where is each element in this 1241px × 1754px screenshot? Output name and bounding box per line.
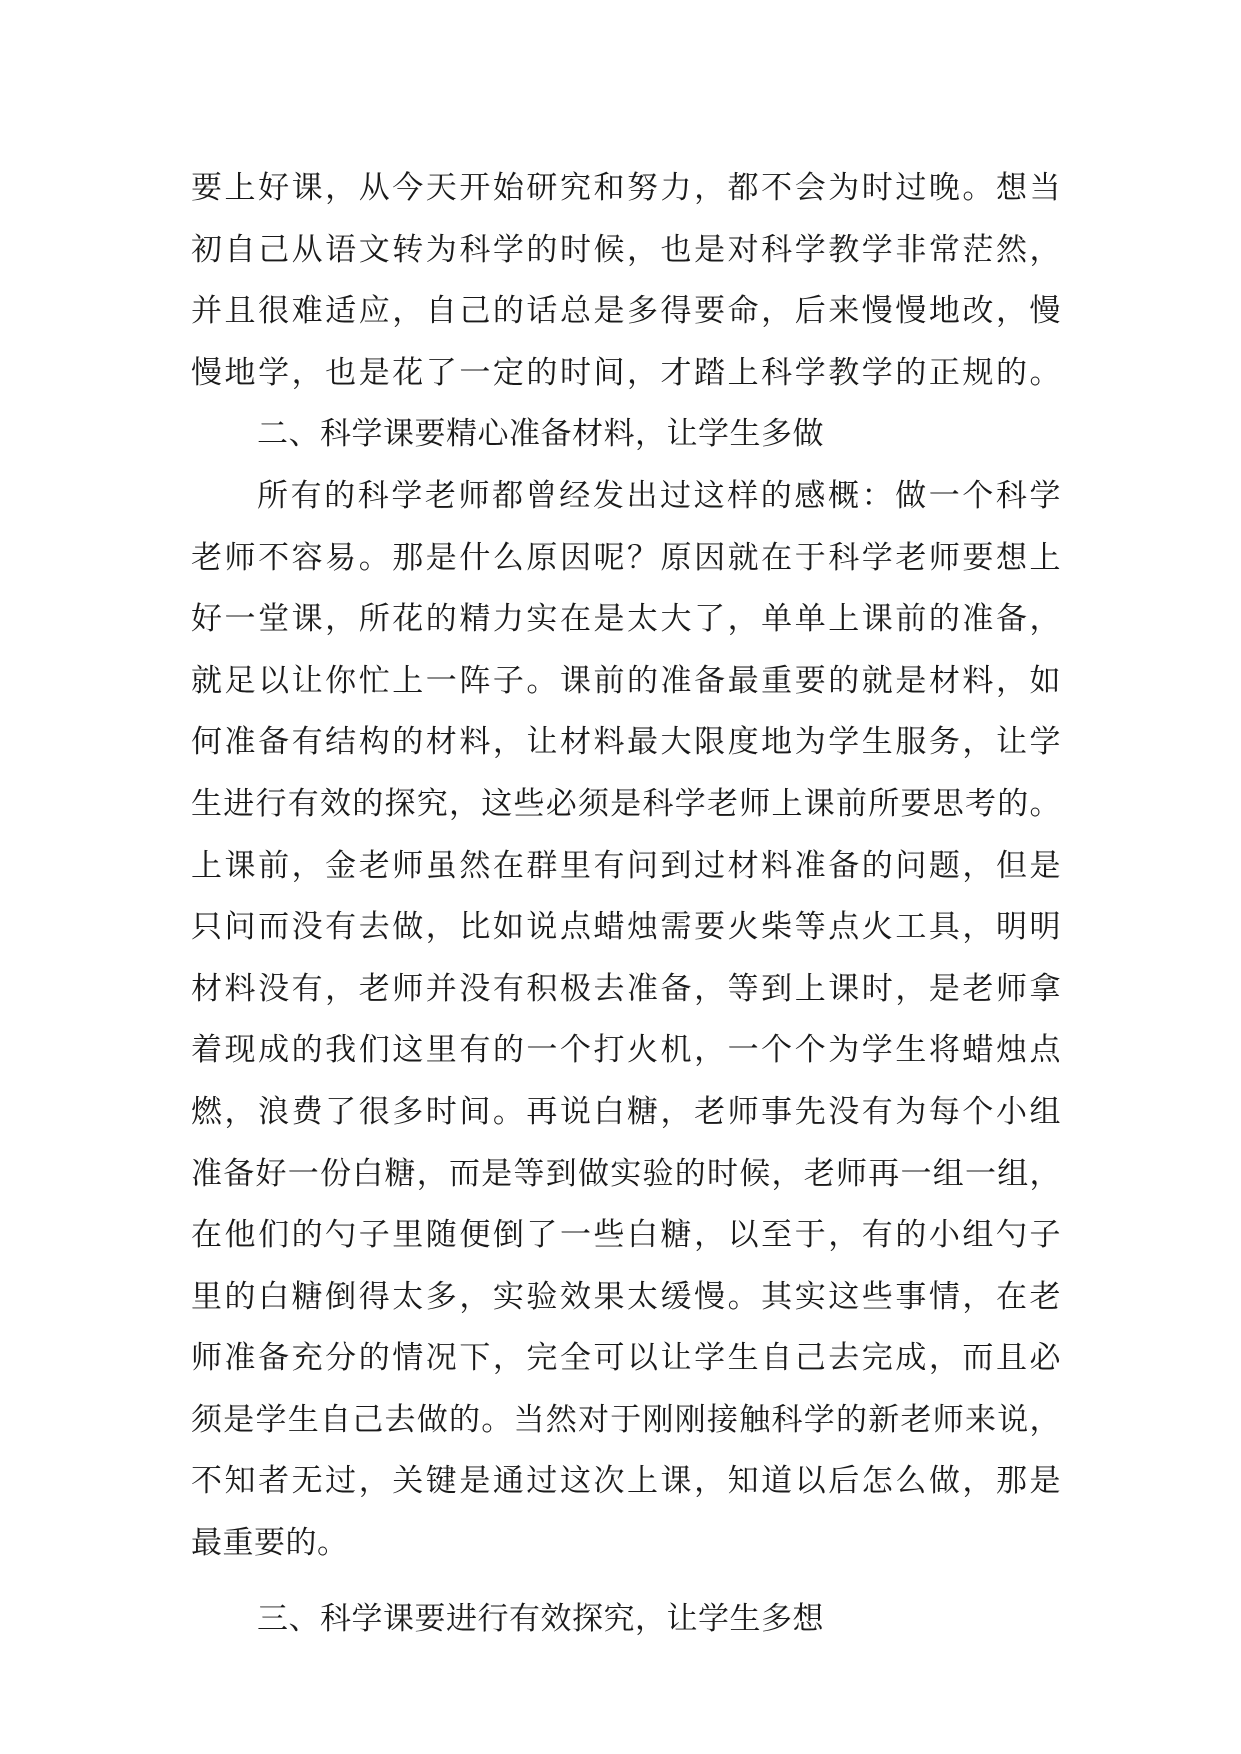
text-line: 上课前，金老师虽然在群里有问到过材料准备的问题，但是: [191, 847, 1061, 884]
text-line: 燃，浪费了很多时间。再说白糖，老师事先没有为每个小组: [191, 1093, 1061, 1130]
document-body: [191, 158, 1061, 1650]
text-line: 初自己从语文转为科学的时候，也是对科学教学非常茫然，: [191, 231, 1061, 268]
text-line: 在他们的勺子里随便倒了一些白糖，以至于，有的小组勺子: [191, 1217, 1061, 1254]
text-line: 并且很难适应，自己的话总是多得要命，后来慢慢地改，慢: [191, 293, 1061, 330]
text-line: 准备好一份白糖，而是等到做实验的时候，老师再一组一组，: [191, 1155, 1061, 1192]
section-heading: 三、科学课要进行有效探究，让学生多想: [257, 1600, 824, 1637]
paragraph-gap: [191, 1575, 1061, 1589]
text-line: 老师不容易。那是什么原因呢？原因就在于科学老师要想上: [191, 539, 1061, 576]
text-line: 慢地学，也是花了一定的时间，才踏上科学教学的正规的。: [191, 354, 1061, 391]
text-line: 何准备有结构的材料，让材料最大限度地为学生服务，让学: [191, 724, 1061, 761]
text-line: 生进行有效的探究，这些必须是科学老师上课前所要思考的。: [191, 785, 1061, 822]
text-line: 不知者无过，关键是通过这次上课，知道以后怎么做，那是: [191, 1463, 1061, 1500]
text-line: 要上好课，从今天开始研究和努力，都不会为时过晚。想当: [191, 170, 1061, 206]
text-line: 最重要的。: [191, 1525, 349, 1562]
text-line: 师准备充分的情况下，完全可以让学生自己去完成，而且必: [191, 1340, 1061, 1377]
section-heading: 二、科学课要精心准备材料，让学生多做: [257, 416, 824, 453]
text-line: 材料没有，老师并没有积极去准备，等到上课时，是老师拿: [191, 970, 1061, 1007]
text-line: 里的白糖倒得太多，实验效果太缓慢。其实这些事情，在老: [191, 1278, 1061, 1315]
text-line: 只问而没有去做，比如说点蜡烛需要火柴等点火工具，明明: [191, 909, 1061, 946]
text-line: 须是学生自己去做的。当然对于刚刚接触科学的新老师来说，: [191, 1401, 1061, 1438]
text-line: 就足以让你忙上一阵子。课前的准备最重要的就是材料，如: [191, 662, 1061, 699]
text-line: 着现成的我们这里有的一个打火机，一个个为学生将蜡烛点: [191, 1032, 1061, 1069]
text-line: 所有的科学老师都曾经发出过这样的感概：做一个科学: [257, 477, 1061, 514]
text-line: 好一堂课，所花的精力实在是太大了，单单上课前的准备，: [191, 601, 1061, 638]
